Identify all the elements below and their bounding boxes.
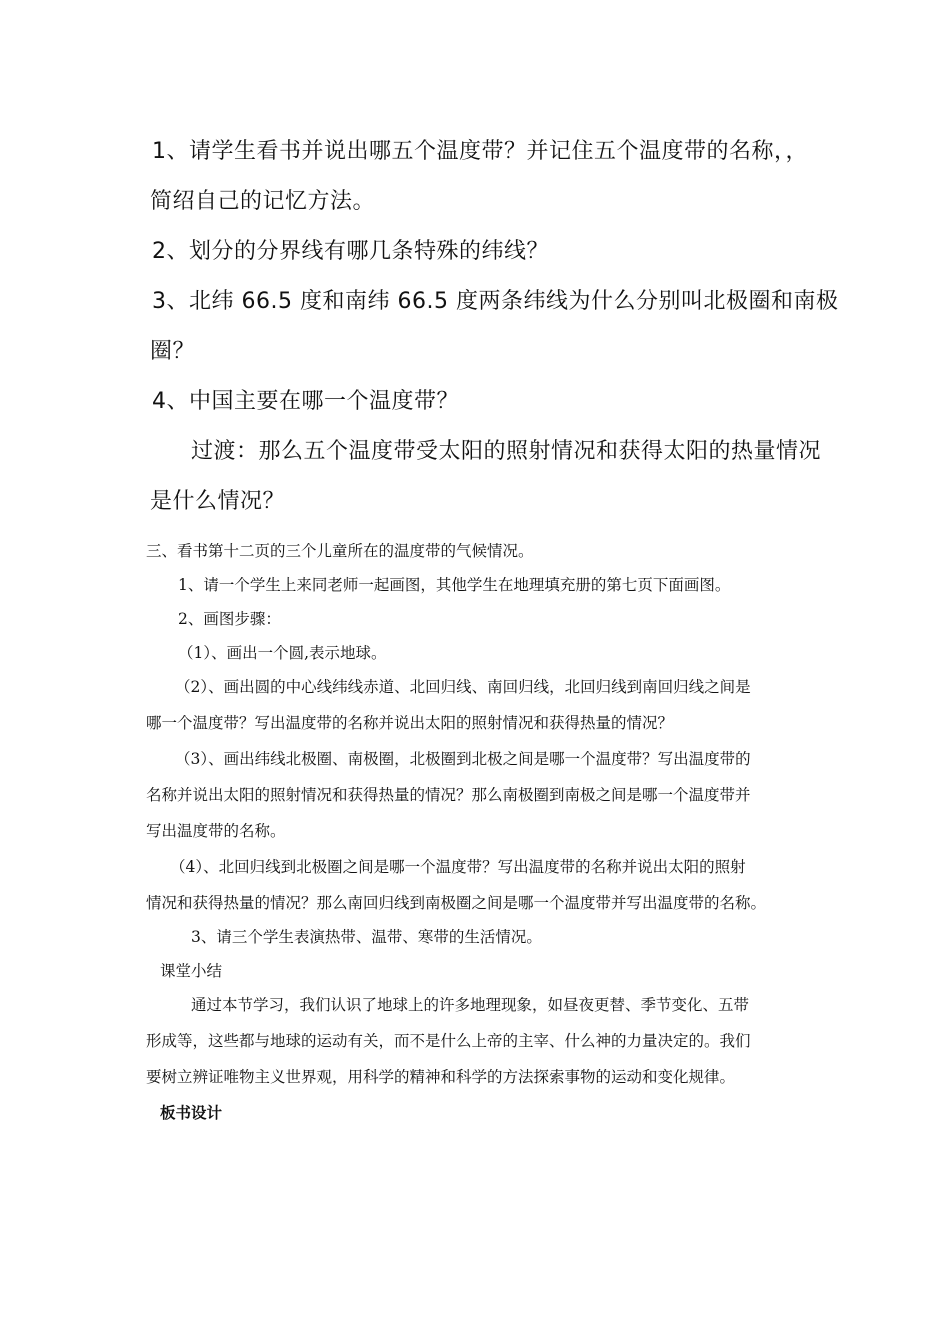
drawing-step-2-line-2: 哪一个温度带？写出温度带的名称并说出太阳的照射情况和获得热量的情况？ xyxy=(146,714,674,732)
drawing-step-1: （1）、画出一个圆,表示地球。 xyxy=(178,644,387,662)
summary-line-3: 要树立辨证唯物主义世界观，用科学的精神和科学的方法探索事物的运动和变化规律。 xyxy=(146,1068,736,1086)
question-4: 4、中国主要在哪一个温度带？ xyxy=(152,389,459,414)
summary-heading: 课堂小结 xyxy=(160,962,223,980)
drawing-step-3-line-3: 写出温度带的名称。 xyxy=(146,822,286,840)
section-3-item-1: 1、请一个学生上来同老师一起画图，其他学生在地理填充册的第七页下面画图。 xyxy=(178,576,731,594)
question-2: 2、划分的分界线有哪几条特殊的纬线？ xyxy=(152,239,549,264)
transition-line-2: 是什么情况？ xyxy=(150,489,286,514)
section-3-item-3: 3、请三个学生表演热带、温带、寒带的生活情况。 xyxy=(191,928,542,946)
drawing-step-3-line-2: 名称并说出太阳的照射情况和获得热量的情况？那么南极圈到南极之间是哪一个温度带并 xyxy=(146,786,751,804)
question-1-line-1: 1、请学生看书并说出哪五个温度带？并记住五个温度带的名称，， xyxy=(152,139,808,164)
question-1-line-2: 简绍自己的记忆方法。 xyxy=(150,189,376,214)
drawing-step-3-line-1: （3）、画出纬线北极圈、南极圈，北极圈到北极之间是哪一个温度带？写出温度带的 xyxy=(175,750,751,768)
transition-line-1: 过渡：那么五个温度带受太阳的照射情况和获得太阳的热量情况 xyxy=(191,439,822,464)
summary-line-1: 通过本节学习，我们认识了地球上的许多地理现象，如昼夜更替、季节变化、五带 xyxy=(191,996,750,1014)
question-3-line-2: 圈？ xyxy=(150,339,196,364)
board-design-heading: 板书设计 xyxy=(160,1103,223,1122)
drawing-step-4-line-2: 情况和获得热量的情况？那么南回归线到南极圈之间是哪一个温度带并写出温度带的名称。 xyxy=(146,894,767,912)
drawing-step-4-line-1: （4）、北回归线到北极圈之间是哪一个温度带？写出温度带的名称并说出太阳的照射 xyxy=(170,858,746,876)
section-3-item-2: 2、画图步骤： xyxy=(178,610,281,628)
question-3-line-1: 3、北纬 66.5 度和南纬 66.5 度两条纬线为什么分别叫北极圈和南极 xyxy=(152,289,839,314)
summary-line-2: 形成等，这些都与地球的运动有关，而不是什么上帝的主宰、什么神的力量决定的。我们 xyxy=(146,1032,751,1050)
drawing-step-2-line-1: （2）、画出圆的中心线纬线赤道、北回归线、南回归线，北回归线到南回归线之间是 xyxy=(175,678,751,696)
section-3-heading: 三、看书第十二页的三个儿童所在的温度带的气候情况。 xyxy=(146,542,534,560)
